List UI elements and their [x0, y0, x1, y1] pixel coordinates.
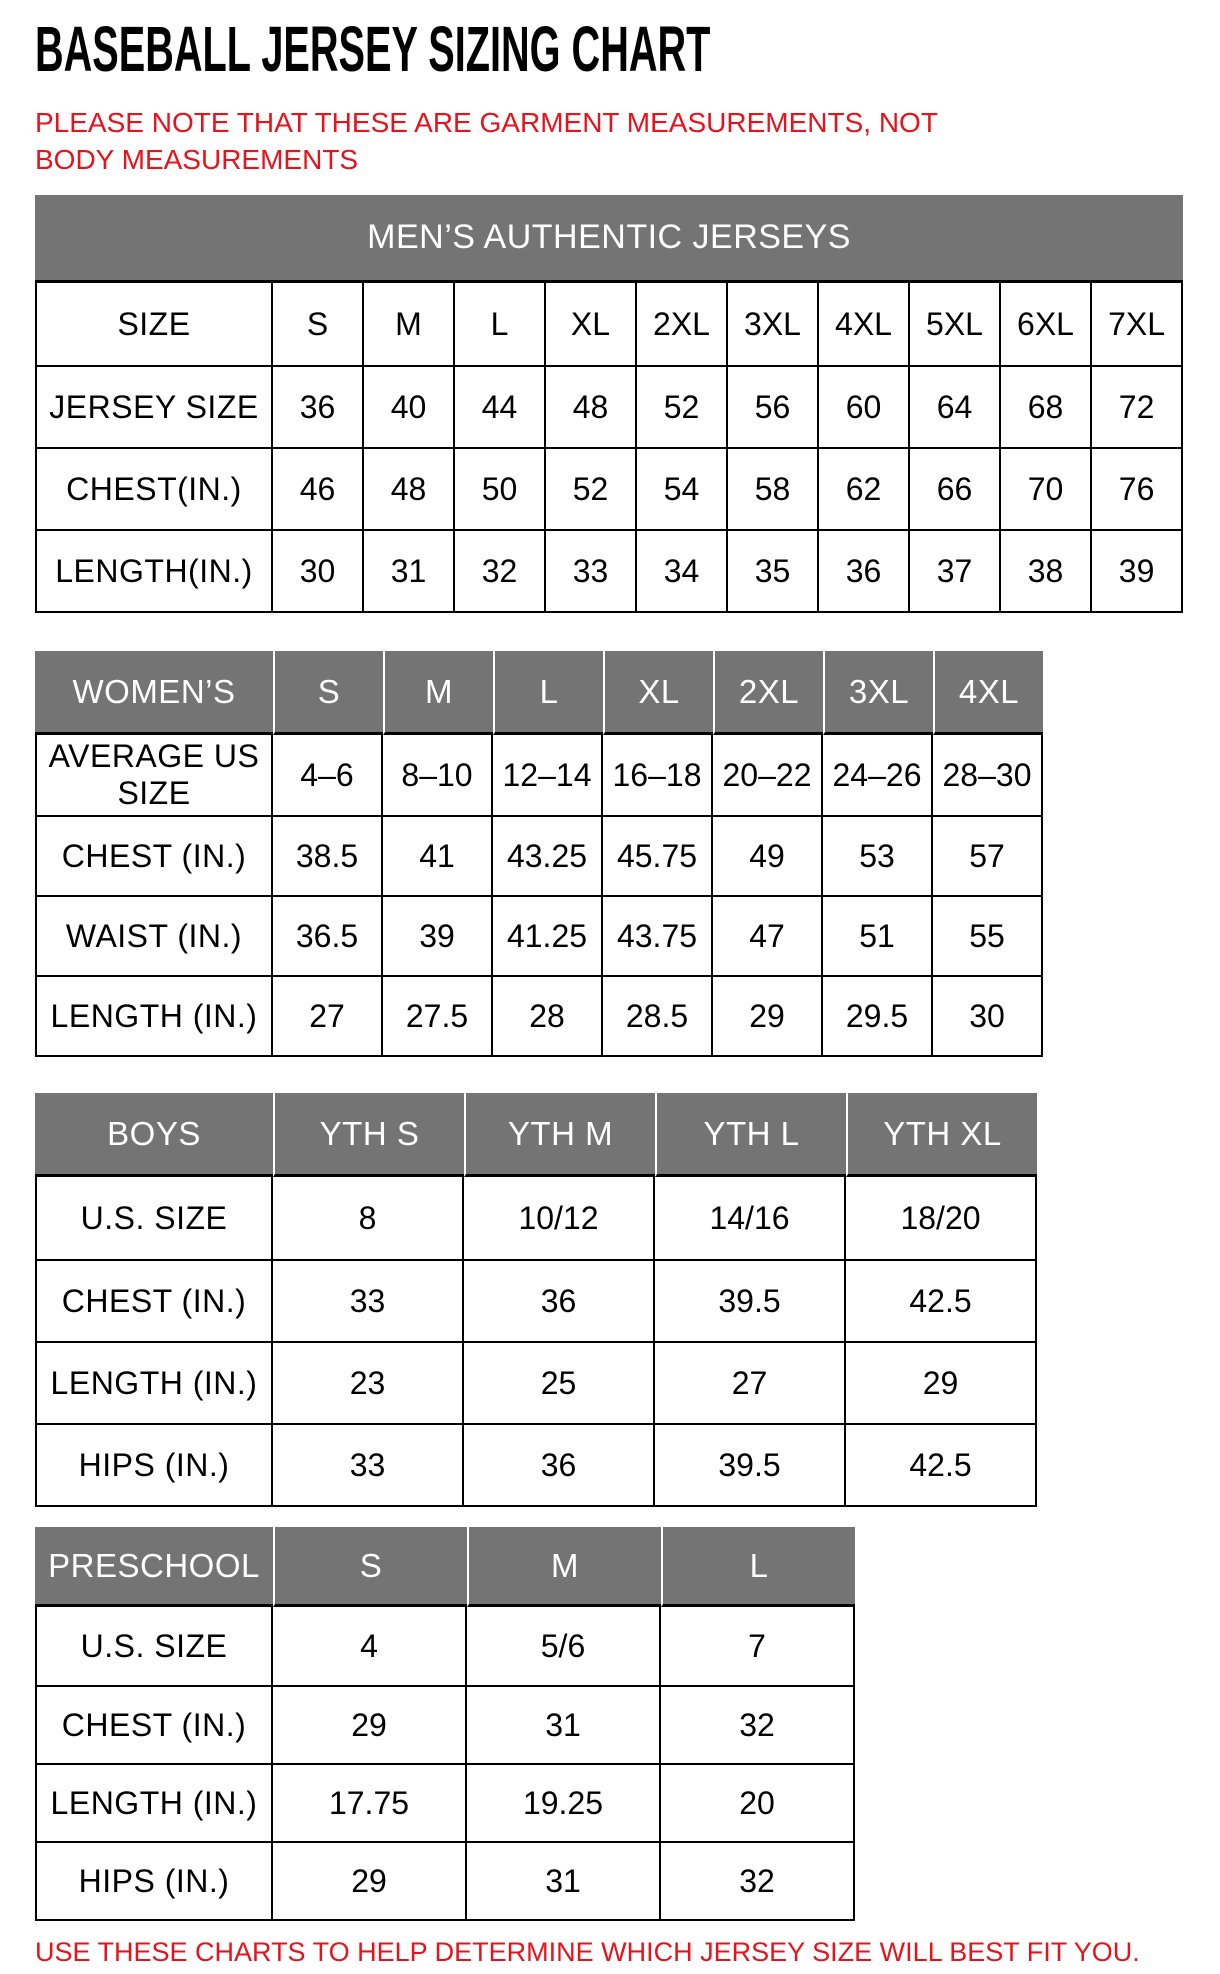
- row-label: CHEST(IN.): [35, 447, 273, 529]
- value-cell: 53: [823, 815, 933, 895]
- value-cell: 31: [467, 1841, 661, 1919]
- header-size: M: [467, 1527, 661, 1607]
- value-cell: 50: [455, 447, 546, 529]
- boys-sizing-table: [35, 1093, 1037, 1507]
- row-label: SIZE: [35, 283, 273, 365]
- mens-table-header-row: [35, 195, 1183, 283]
- value-cell: 76: [1092, 447, 1183, 529]
- value-cell: 28: [493, 975, 603, 1055]
- row-label: HIPS (IN.): [35, 1841, 273, 1919]
- row-label: LENGTH(IN.): [35, 529, 273, 611]
- value-cell: 51: [823, 895, 933, 975]
- value-cell: 48: [364, 447, 455, 529]
- value-cell: 30: [933, 975, 1043, 1055]
- header-size: M: [383, 651, 493, 735]
- value-cell: 14/16: [655, 1177, 846, 1259]
- value-cell: 32: [455, 529, 546, 611]
- value-cell: 70: [1001, 447, 1092, 529]
- value-cell: 46: [273, 447, 364, 529]
- header-label: WOMEN’S: [35, 651, 273, 735]
- value-cell: 43.25: [493, 815, 603, 895]
- value-cell: 42.5: [846, 1423, 1037, 1505]
- table-row: [35, 1685, 855, 1763]
- value-cell: 38: [1001, 529, 1092, 611]
- header-size: YTH M: [464, 1093, 655, 1177]
- header-label: PRESCHOOL: [35, 1527, 273, 1607]
- value-cell: 35: [728, 529, 819, 611]
- header-size: S: [273, 651, 383, 735]
- value-cell: M: [364, 283, 455, 365]
- value-cell: 3XL: [728, 283, 819, 365]
- value-cell: 36: [819, 529, 910, 611]
- row-label: WAIST (IN.): [35, 895, 273, 975]
- value-cell: 32: [661, 1685, 855, 1763]
- table-row: [35, 1607, 855, 1685]
- table-row: [35, 975, 1043, 1055]
- table-row: [35, 735, 1043, 815]
- table-row: [35, 365, 1183, 447]
- value-cell: 40: [364, 365, 455, 447]
- row-label: U.S. SIZE: [35, 1607, 273, 1685]
- boys-table-header-row: [35, 1093, 1037, 1177]
- value-cell: 24–26: [823, 735, 933, 815]
- value-cell: 4: [273, 1607, 467, 1685]
- value-cell: 29: [846, 1341, 1037, 1423]
- table-row: [35, 529, 1183, 611]
- value-cell: 7XL: [1092, 283, 1183, 365]
- value-cell: 57: [933, 815, 1043, 895]
- value-cell: 42.5: [846, 1259, 1037, 1341]
- value-cell: 23: [273, 1341, 464, 1423]
- value-cell: 27.5: [383, 975, 493, 1055]
- value-cell: 45.75: [603, 815, 713, 895]
- value-cell: 28.5: [603, 975, 713, 1055]
- value-cell: 36: [464, 1259, 655, 1341]
- value-cell: 20: [661, 1763, 855, 1841]
- table-row: [35, 1177, 1037, 1259]
- header-size: 3XL: [823, 651, 933, 735]
- value-cell: 30: [273, 529, 364, 611]
- row-label: CHEST (IN.): [35, 1685, 273, 1763]
- table-row: [35, 1341, 1037, 1423]
- value-cell: 33: [273, 1259, 464, 1341]
- value-cell: 37: [910, 529, 1001, 611]
- value-cell: 41.25: [493, 895, 603, 975]
- value-cell: 27: [273, 975, 383, 1055]
- value-cell: XL: [546, 283, 637, 365]
- header-size: S: [273, 1527, 467, 1607]
- value-cell: 34: [637, 529, 728, 611]
- value-cell: 18/20: [846, 1177, 1037, 1259]
- mens-table-title: MEN’S AUTHENTIC JERSEYS: [35, 195, 1183, 283]
- value-cell: 29.5: [823, 975, 933, 1055]
- value-cell: 43.75: [603, 895, 713, 975]
- value-cell: 31: [364, 529, 455, 611]
- row-label: HIPS (IN.): [35, 1423, 273, 1505]
- value-cell: 5/6: [467, 1607, 661, 1685]
- table-row: [35, 447, 1183, 529]
- table-row: [35, 1763, 855, 1841]
- fit-advice-note: USE THESE CHARTS TO HELP DETERMINE WHICH JERSEY SIZE WILL BEST FIT YOU.: [35, 1937, 1140, 1968]
- value-cell: 4XL: [819, 283, 910, 365]
- value-cell: 49: [713, 815, 823, 895]
- value-cell: 7: [661, 1607, 855, 1685]
- row-label: JERSEY SIZE: [35, 365, 273, 447]
- value-cell: 2XL: [637, 283, 728, 365]
- row-label: CHEST (IN.): [35, 815, 273, 895]
- value-cell: 44: [455, 365, 546, 447]
- value-cell: 28–30: [933, 735, 1043, 815]
- value-cell: 8–10: [383, 735, 493, 815]
- value-cell: 62: [819, 447, 910, 529]
- header-size: XL: [603, 651, 713, 735]
- value-cell: 55: [933, 895, 1043, 975]
- row-label: AVERAGE US SIZE: [35, 735, 273, 815]
- value-cell: 38.5: [273, 815, 383, 895]
- value-cell: 36: [464, 1423, 655, 1505]
- row-label: LENGTH (IN.): [35, 1341, 273, 1423]
- table-row: [35, 283, 1183, 365]
- value-cell: 6XL: [1001, 283, 1092, 365]
- header-size: YTH L: [655, 1093, 846, 1177]
- value-cell: 39.5: [655, 1259, 846, 1341]
- row-label: LENGTH (IN.): [35, 1763, 273, 1841]
- table-row: [35, 1259, 1037, 1341]
- value-cell: 16–18: [603, 735, 713, 815]
- header-size: YTH S: [273, 1093, 464, 1177]
- value-cell: 19.25: [467, 1763, 661, 1841]
- value-cell: 33: [546, 529, 637, 611]
- value-cell: 4–6: [273, 735, 383, 815]
- value-cell: 8: [273, 1177, 464, 1259]
- mens-sizing-table: [35, 195, 1183, 613]
- value-cell: 60: [819, 365, 910, 447]
- value-cell: 66: [910, 447, 1001, 529]
- garment-measurement-note: PLEASE NOTE THAT THESE ARE GARMENT MEASUREMENTS, NOT BODY MEASUREMENTS: [35, 107, 938, 176]
- table-row: [35, 895, 1043, 975]
- value-cell: 41: [383, 815, 493, 895]
- value-cell: 39: [383, 895, 493, 975]
- value-cell: 39: [1092, 529, 1183, 611]
- value-cell: 25: [464, 1341, 655, 1423]
- value-cell: 52: [546, 447, 637, 529]
- value-cell: 36: [273, 365, 364, 447]
- value-cell: 48: [546, 365, 637, 447]
- value-cell: 47: [713, 895, 823, 975]
- value-cell: 33: [273, 1423, 464, 1505]
- table-row: [35, 1841, 855, 1919]
- header-size: L: [493, 651, 603, 735]
- value-cell: 72: [1092, 365, 1183, 447]
- womens-table-header-row: [35, 651, 1043, 735]
- value-cell: L: [455, 283, 546, 365]
- header-size: L: [661, 1527, 855, 1607]
- value-cell: 54: [637, 447, 728, 529]
- value-cell: 20–22: [713, 735, 823, 815]
- value-cell: 10/12: [464, 1177, 655, 1259]
- header-size: YTH XL: [846, 1093, 1037, 1177]
- value-cell: 29: [273, 1685, 467, 1763]
- value-cell: 64: [910, 365, 1001, 447]
- value-cell: 68: [1001, 365, 1092, 447]
- value-cell: S: [273, 283, 364, 365]
- page-title: BASEBALL JERSEY SIZING CHART: [35, 13, 711, 85]
- preschool-sizing-table: [35, 1527, 855, 1921]
- header-size: 2XL: [713, 651, 823, 735]
- value-cell: 12–14: [493, 735, 603, 815]
- value-cell: 58: [728, 447, 819, 529]
- value-cell: 39.5: [655, 1423, 846, 1505]
- value-cell: 36.5: [273, 895, 383, 975]
- value-cell: 56: [728, 365, 819, 447]
- row-label: U.S. SIZE: [35, 1177, 273, 1259]
- value-cell: 31: [467, 1685, 661, 1763]
- value-cell: 52: [637, 365, 728, 447]
- value-cell: 32: [661, 1841, 855, 1919]
- value-cell: 27: [655, 1341, 846, 1423]
- value-cell: 17.75: [273, 1763, 467, 1841]
- header-label: BOYS: [35, 1093, 273, 1177]
- womens-sizing-table: [35, 651, 1043, 1057]
- value-cell: 5XL: [910, 283, 1001, 365]
- value-cell: 29: [713, 975, 823, 1055]
- row-label: CHEST (IN.): [35, 1259, 273, 1341]
- value-cell: 29: [273, 1841, 467, 1919]
- table-row: [35, 815, 1043, 895]
- table-row: [35, 1423, 1037, 1505]
- row-label: LENGTH (IN.): [35, 975, 273, 1055]
- header-size: 4XL: [933, 651, 1043, 735]
- preschool-table-header-row: [35, 1527, 855, 1607]
